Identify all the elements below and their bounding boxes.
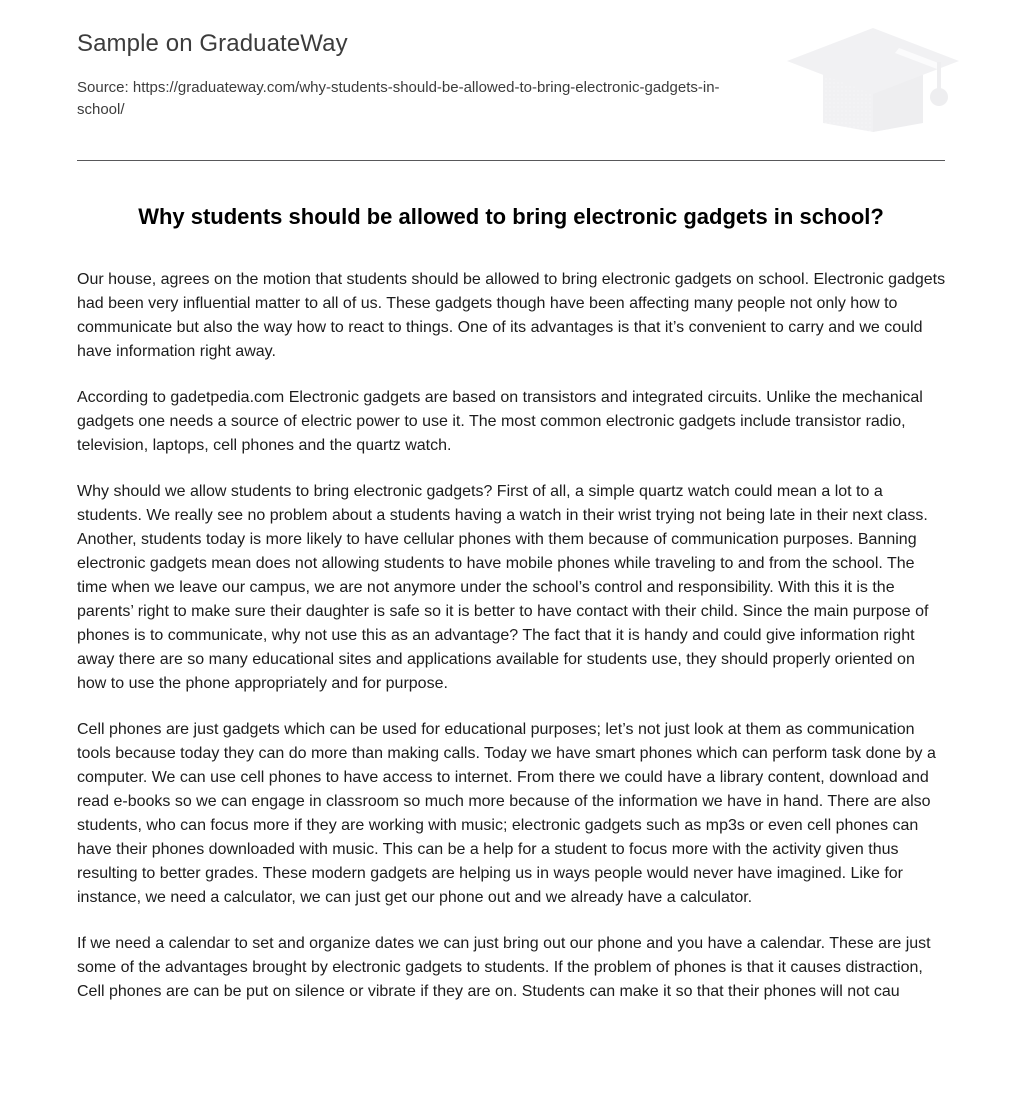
document-body: [77, 268, 948, 1004]
body-paragraph: Why should we allow students to bring electronic gadgets? First of all, a simple quartz watch could mean a lot to a students. We really see no problem about a students having a watch in their wrist trying not being late in their next class. Another, students today is more likely to have cellular phones with them because of communication purposes. Banning electronic gadgets mean does not allowing students to have mobile phones while traveling to and from the school. The time when we leave our campus, we are not anymore under the school’s control and responsibility. With this it is the parents’ right to make sure their daughter is safe so it is better to have contact with their child. Since the main purpose of phones is to communicate, why not use this as an advantage? The fact that it is handy and could give information right away there are so many educational sites and applications available for students use, they should properly oriented on how to use the phone appropriately and for purpose.: [77, 483, 929, 692]
body-paragraph: If we need a calendar to set and organize dates we can just bring out our phone and you have a calendar. These are just some of the advantages brought by electronic gadgets to students. If the problem of phones is that it causes distraction, Cell phones are can be put on silence or vibrate if they are on. Students can make it so that their phones will not cau: [77, 935, 931, 1000]
header-divider: [77, 160, 945, 161]
graduation-cap-icon: [781, 22, 991, 134]
body-paragraph: Cell phones are just gadgets which can be used for educational purposes; let’s not just look at them as communication tools because today they can do more than making calls. Today we have smart phones which can perform task done by a computer. We can use cell phones to have access to internet. From there we could have a library content, download and read e-books so we can engage in classroom so much more because of the information we have in hand. There are also students, who can focus more if they are working with music; electronic gadgets such as mp3s or even cell phones can have their phones downloaded with music. This can be a help for a student to focus more with the activity given thus resulting to better grades. These modern gadgets are helping us in ways people would never have imagined. Like for instance, we need a calculator, we can just get our phone out and we already have a calculator.: [77, 721, 936, 906]
source-url-line: Source: https://graduateway.com/why-students-should-be-allowed-to-bring-electronic-gadgets-in-school/: [77, 79, 720, 118]
page-title: Why students should be allowed to bring electronic gadgets in school?: [138, 204, 884, 229]
body-paragraph: According to gadetpedia.com Electronic gadgets are based on transistors and integrated circuits. Unlike the mechanical gadgets one needs a source of electric power to use it. The most common electronic gadgets include transistor radio, television, laptops, cell phones and the quartz watch.: [77, 389, 923, 454]
site-name: Sample on GraduateWay: [77, 30, 348, 57]
body-paragraph: Our house, agrees on the motion that students should be allowed to bring electronic gadgets on school. Electronic gadgets had been very influential matter to all of us. These gadgets though have been affecting many people not only how to communicate but also the way how to react to things. One of its advantages is that it’s convenient to carry and we could have information right away.: [77, 271, 946, 360]
